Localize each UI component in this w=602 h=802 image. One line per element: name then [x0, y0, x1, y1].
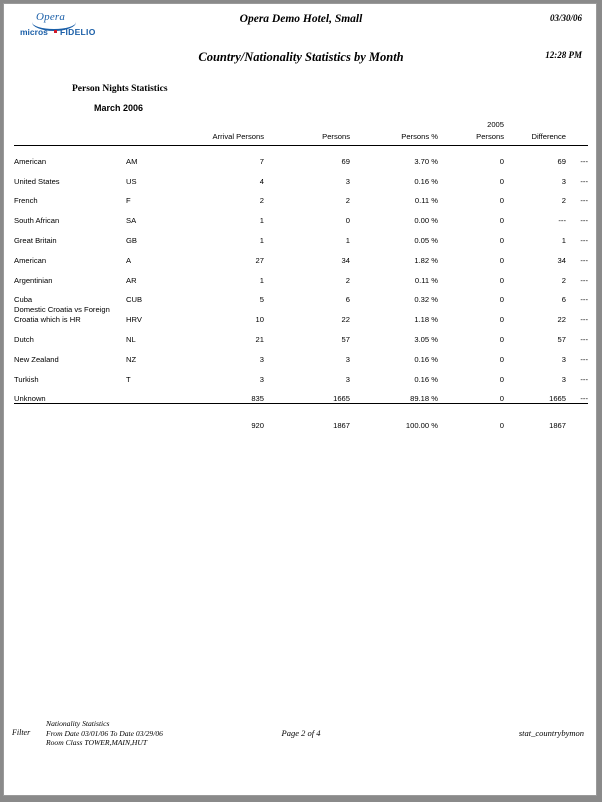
cell-name: New Zealand — [14, 354, 59, 364]
cell-persons-pct: 0.05 % — [414, 235, 438, 245]
cell-persons: 57 — [341, 334, 350, 344]
cell-persons-pct: 3.70 % — [414, 156, 438, 166]
cell-arrival-persons: 21 — [255, 334, 264, 344]
cell-code: AM — [126, 156, 138, 166]
cell-persons: 3 — [345, 176, 350, 186]
table-row — [14, 324, 588, 344]
total-persons: 1867 — [333, 421, 350, 431]
table-row — [14, 146, 588, 166]
table-row — [14, 225, 588, 245]
cell-difference: --- — [558, 216, 566, 226]
cell-difference: 2 — [561, 196, 566, 206]
cell-trend: --- — [580, 295, 588, 305]
page-footer — [4, 717, 597, 751]
section-title: Person Nights Statistics — [72, 84, 168, 94]
cell-code: NZ — [126, 354, 137, 364]
cell-trend: --- — [580, 176, 588, 186]
total-arrival-persons: 920 — [251, 421, 264, 431]
page-number: Page 2 of 4 — [281, 728, 321, 738]
report-name: stat_countrybymon — [518, 728, 584, 738]
total-trend — [566, 404, 588, 431]
cell-code: SA — [126, 216, 137, 226]
cell-arrival-persons: 3 — [259, 374, 264, 384]
logo-square-icon — [54, 30, 57, 33]
cell-arrival-persons: 3 — [259, 354, 264, 364]
cell-name: Argentinian — [14, 275, 53, 285]
cell-persons: 3 — [345, 354, 350, 364]
cell-persons: 22 — [341, 315, 350, 325]
cell-difference: 3 — [561, 176, 566, 186]
cell-code: HRV — [126, 315, 142, 325]
cell-persons-pct: 1.18 % — [414, 315, 438, 325]
cell-difference: 57 — [557, 334, 566, 344]
cell-prev-persons: 0 — [499, 216, 504, 226]
column-header-trend-top — [566, 118, 588, 132]
hotel-title: Opera Demo Hotel, Small — [239, 13, 363, 25]
table-row — [14, 166, 588, 186]
cell-difference: 22 — [557, 315, 566, 325]
column-header-trend — [566, 132, 588, 146]
column-header-code-top — [126, 118, 172, 132]
column-header-difference-top — [504, 118, 566, 132]
cell-difference: 3 — [561, 374, 566, 384]
total-persons-pct: 100.00 % — [405, 421, 438, 431]
table-header-row-top — [14, 118, 588, 132]
filter-label: Filter — [12, 728, 31, 737]
column-header-code — [126, 132, 172, 146]
cell-code: AR — [126, 275, 137, 285]
total-difference: 1867 — [549, 421, 566, 431]
cell-difference: 3 — [561, 354, 566, 364]
cell-persons: 2 — [345, 196, 350, 206]
section-subtitle: March 2006 — [94, 103, 144, 113]
cell-arrival-persons: 27 — [255, 255, 264, 265]
fidelio-wordmark: FIDELIO — [60, 27, 96, 37]
cell-prev-persons: 0 — [499, 255, 504, 265]
cell-difference: 1665 — [504, 384, 566, 404]
micros-wordmark: micros — [20, 27, 48, 37]
cell-prev-persons: 0 — [499, 295, 504, 305]
table-row — [14, 344, 588, 364]
opera-wordmark: Opera — [36, 11, 66, 23]
cell-arrival-persons: 1 — [259, 235, 264, 245]
cell-name: Cuba — [14, 295, 33, 305]
table-row — [14, 285, 588, 305]
print-date: 03/30/06 — [549, 13, 582, 23]
table-body — [14, 146, 588, 431]
cell-persons-pct: 3.05 % — [414, 334, 438, 344]
total-prev-persons: 0 — [499, 421, 504, 431]
cell-persons-pct: 0.16 % — [414, 354, 438, 364]
cell-code: US — [126, 176, 137, 186]
cell-arrival-persons: 1 — [259, 275, 264, 285]
cell-trend: --- — [580, 354, 588, 364]
column-header-difference: Difference — [504, 132, 566, 146]
cell-trend: --- — [580, 156, 588, 166]
cell-persons: 34 — [341, 255, 350, 265]
column-header-arrival-top — [172, 118, 264, 132]
report-page — [3, 3, 597, 796]
table-row — [14, 384, 588, 404]
table-header-row — [14, 132, 588, 146]
cell-prev-persons: 0 — [499, 275, 504, 285]
cell-prev-persons: 0 — [499, 334, 504, 344]
table-row — [14, 364, 588, 384]
statistics-table-wrapper — [14, 118, 588, 430]
table-row — [14, 205, 588, 225]
cell-persons-pct: 0.11 % — [414, 196, 438, 206]
cell-persons: 6 — [345, 295, 350, 305]
cell-code: NL — [126, 334, 136, 344]
cell-arrival-persons: 7 — [259, 156, 264, 166]
table-row — [14, 186, 588, 206]
column-header-prev-year: 2005 — [487, 120, 504, 129]
cell-name: United States — [14, 176, 60, 186]
cell-name: South African — [14, 216, 60, 226]
column-header-persons: Persons — [264, 132, 350, 146]
cell-persons-pct: 0.16 % — [414, 176, 438, 186]
cell-name: American — [14, 255, 47, 265]
cell-trend: --- — [580, 255, 588, 265]
cell-persons-pct: 89.18 % — [350, 384, 438, 404]
cell-difference: 2 — [561, 275, 566, 285]
cell-name: Unknown — [14, 384, 126, 404]
cell-persons: 1665 — [264, 384, 350, 404]
cell-persons-pct: 0.32 % — [414, 295, 438, 305]
table-total-row — [14, 404, 588, 431]
cell-arrival-persons: 2 — [259, 196, 264, 206]
column-header-persons-pct-top — [350, 118, 438, 132]
print-time: 12:28 PM — [545, 50, 582, 60]
cell-arrival-persons: 1 — [259, 216, 264, 226]
cell-trend: --- — [580, 235, 588, 245]
cell-prev-persons: 0 — [499, 196, 504, 206]
cell-name: Domestic Croatia vs Foreign Croatia which is HR — [14, 305, 110, 324]
cell-trend: --- — [580, 334, 588, 344]
cell-trend: --- — [580, 374, 588, 384]
cell-prev-persons: 0 — [499, 315, 504, 325]
table-row — [14, 245, 588, 265]
cell-name: French — [14, 196, 38, 206]
filter-line-room-class: Room Class TOWER,MAIN,HUT — [46, 738, 148, 748]
total-name — [14, 404, 126, 431]
cell-prev-persons: 0 — [499, 374, 504, 384]
column-header-persons-top — [264, 118, 350, 132]
column-header-persons-pct: Persons % — [350, 132, 438, 146]
table-row — [14, 304, 588, 324]
cell-code: CUB — [126, 295, 143, 305]
cell-name: American — [14, 156, 47, 166]
cell-prev-persons: 0 — [499, 235, 504, 245]
cell-code: F — [126, 196, 131, 206]
cell-arrival-persons: 10 — [255, 315, 264, 325]
cell-name: Dutch — [14, 334, 34, 344]
column-header-prev-persons: Persons — [438, 132, 504, 146]
filter-line-dates: From Date 03/01/06 To Date 03/29/06 — [46, 728, 163, 738]
statistics-table — [14, 118, 588, 430]
cell-persons: 2 — [345, 275, 350, 285]
total-code — [126, 404, 172, 431]
filter-line-report: Nationality Statistics — [46, 719, 110, 728]
cell-code: T — [126, 374, 131, 384]
cell-arrival-persons: 835 — [172, 384, 264, 404]
cell-persons: 3 — [345, 374, 350, 384]
cell-difference: 1 — [561, 235, 566, 245]
table-row — [14, 265, 588, 285]
cell-persons-pct: 0.00 % — [414, 216, 438, 226]
cell-difference: 34 — [557, 255, 566, 265]
cell-trend: --- — [580, 196, 588, 206]
table-head — [14, 118, 588, 146]
cell-name: Turkish — [14, 374, 39, 384]
cell-trend: --- — [580, 216, 588, 226]
cell-persons: 0 — [345, 216, 350, 226]
cell-code: A — [126, 255, 132, 265]
cell-trend: --- — [580, 315, 588, 325]
column-header-name-top — [14, 118, 126, 132]
cell-difference: 69 — [557, 156, 566, 166]
cell-arrival-persons: 4 — [259, 176, 264, 186]
cell-persons-pct: 1.82 % — [414, 255, 438, 265]
column-header-arrival-persons: Arrival Persons — [172, 132, 264, 146]
cell-trend: --- — [566, 384, 588, 404]
cell-difference: 6 — [561, 295, 566, 305]
cell-name: Great Britain — [14, 235, 57, 245]
cell-prev-persons: 0 — [499, 354, 504, 364]
cell-persons-pct: 0.16 % — [414, 374, 438, 384]
cell-persons-pct: 0.11 % — [414, 275, 438, 285]
cell-code — [126, 384, 172, 404]
cell-persons: 69 — [341, 156, 350, 166]
cell-code: GB — [126, 235, 137, 245]
cell-prev-persons: 0 — [438, 384, 504, 404]
cell-prev-persons: 0 — [499, 156, 504, 166]
cell-persons: 1 — [345, 235, 350, 245]
cell-trend: --- — [580, 275, 588, 285]
page-title: Country/Nationality Statistics by Month — [198, 50, 404, 64]
column-header-name — [14, 132, 126, 146]
cell-arrival-persons: 5 — [259, 295, 264, 305]
cell-prev-persons: 0 — [499, 176, 504, 186]
